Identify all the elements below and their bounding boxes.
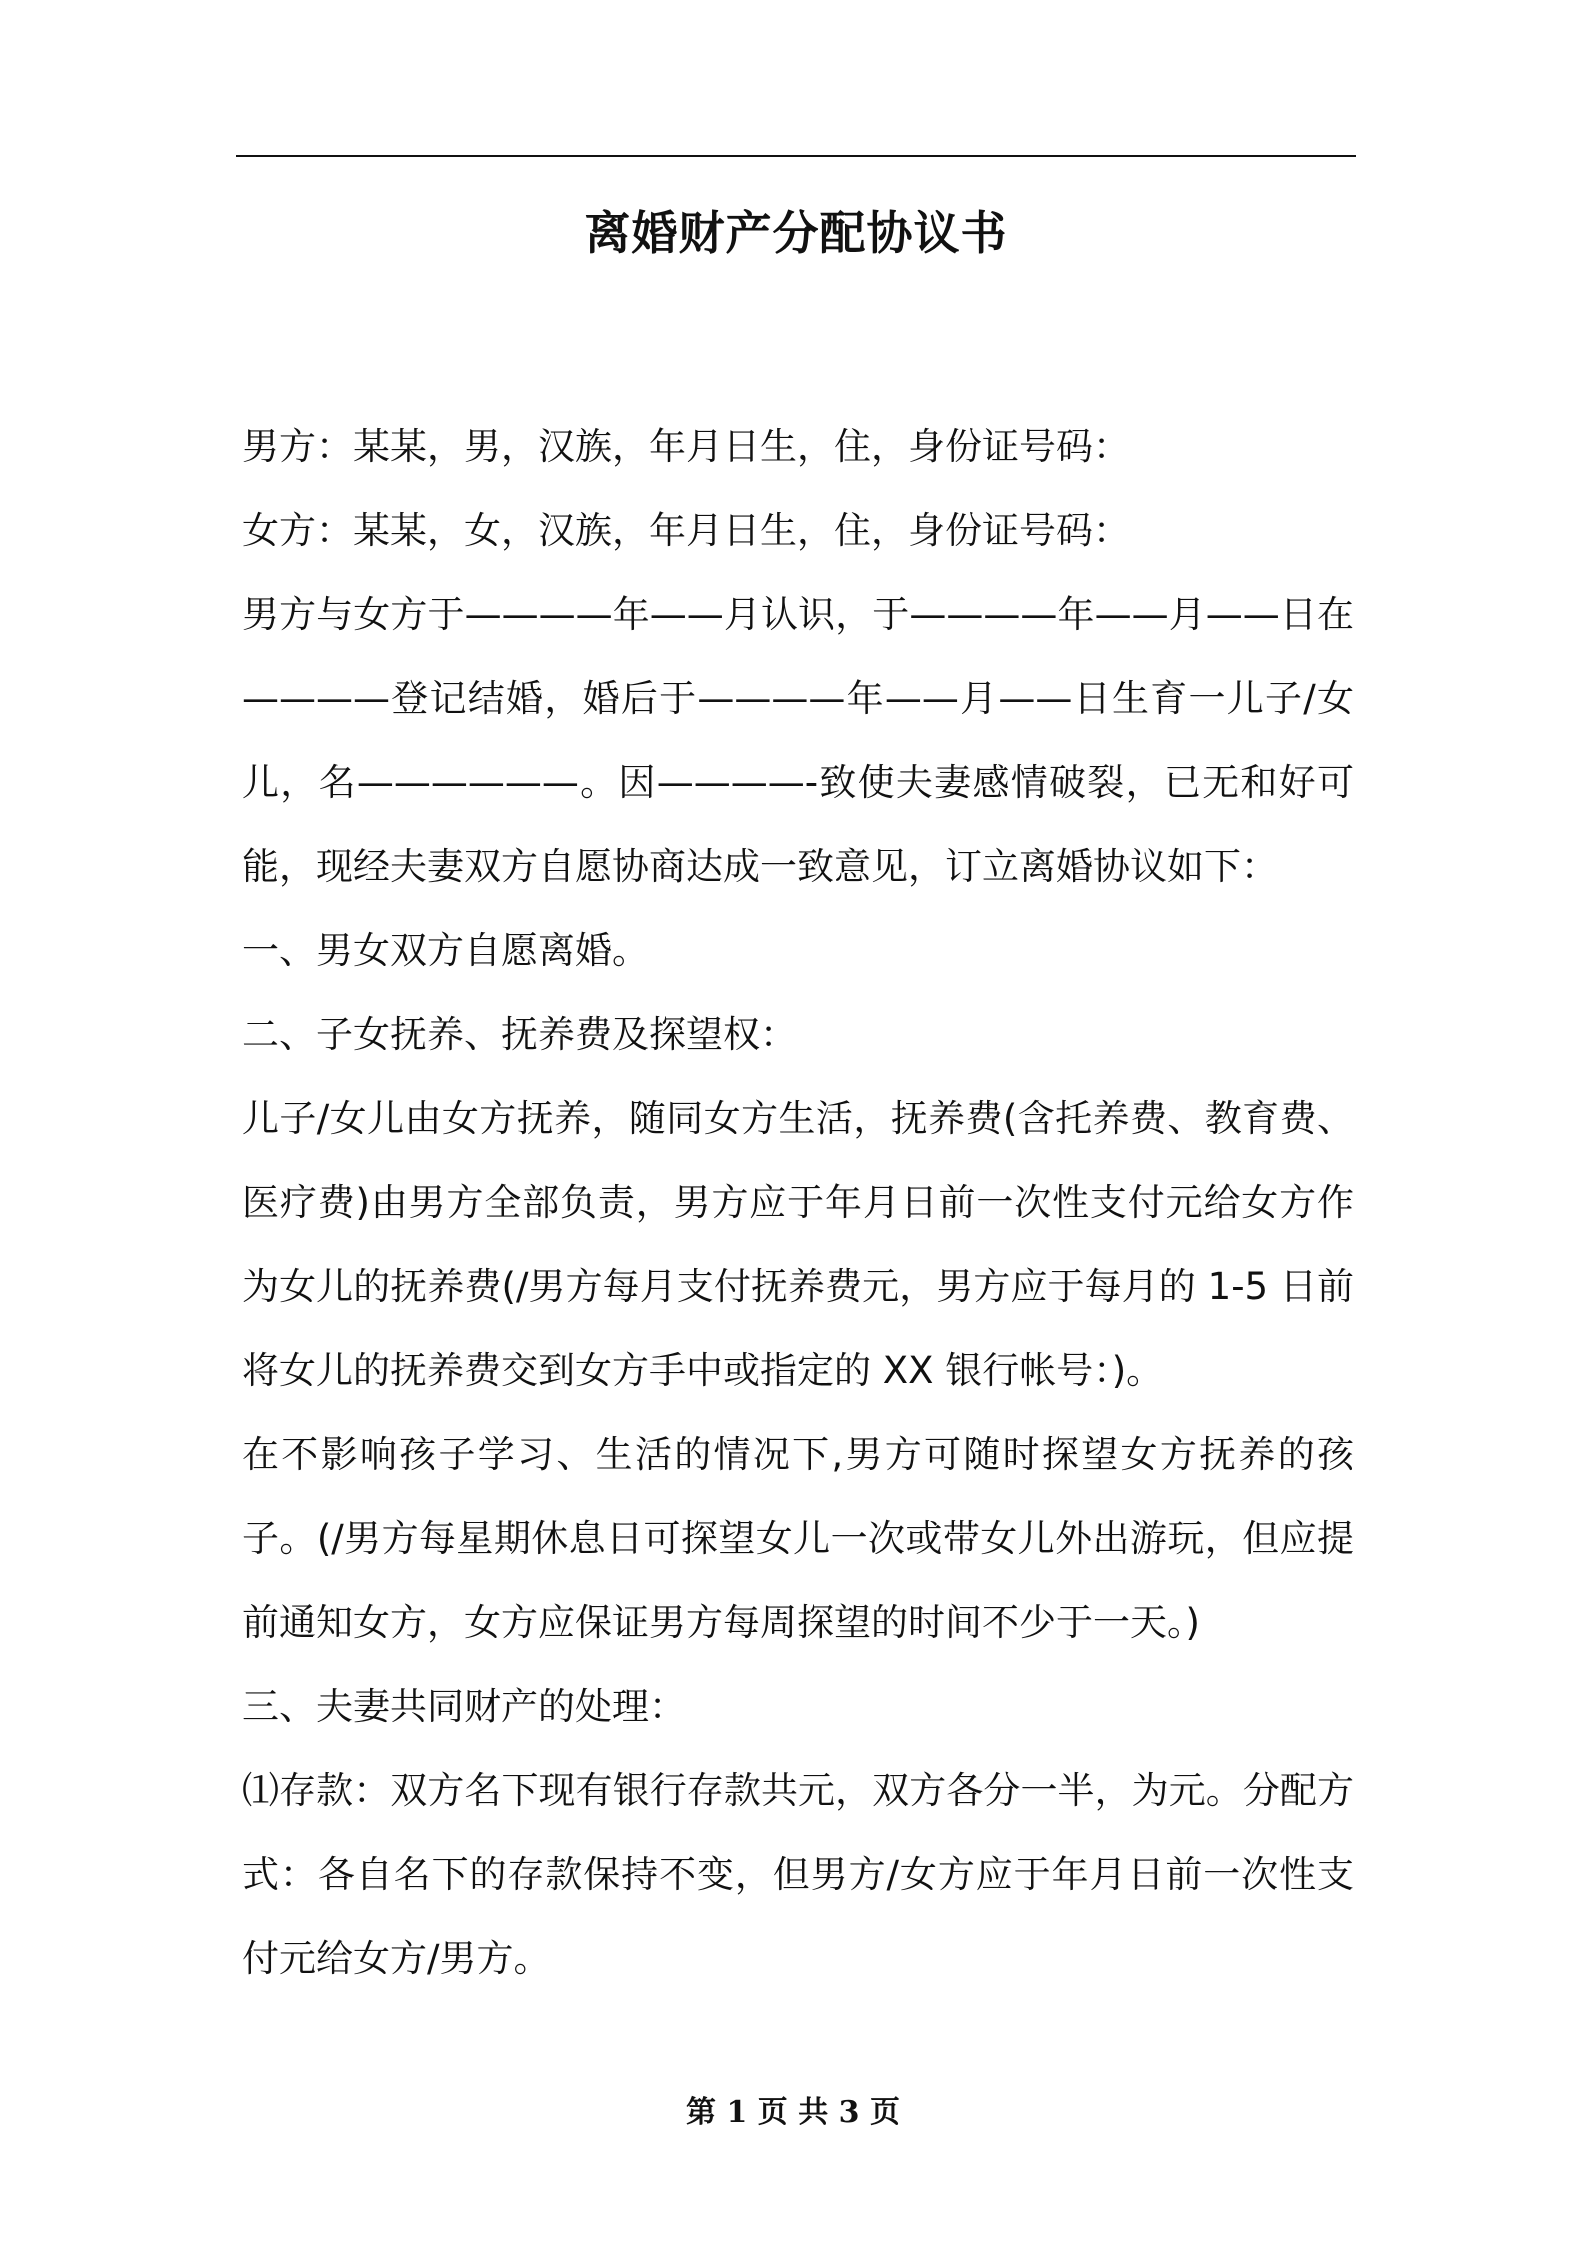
paragraph-background: 男方与女方于————年——月认识，于————年——月——日在————登记结婚，婚后于————年——月——日生育一儿子/女儿，名——————。因————-致使夫妻感情破裂，已无和好可能，现经夫妻双方自愿协商达成一致意见，订立离婚协议如下：	[242, 593, 1354, 888]
paragraph-visitation: 在不影响孩子学习、生活的情况下,男方可随时探望女方抚养的孩子。(/男方每星期休息日可探望女儿一次或带女儿外出游玩，但应提前通知女方，女方应保证男方每周探望的时间不少于一天。)	[242, 1433, 1354, 1644]
clause-1: 一、男女双方自愿离婚。	[242, 929, 649, 972]
header-rule	[236, 155, 1356, 157]
paragraph-child-support: 儿子/女儿由女方抚养，随同女方生活，抚养费(含托养费、教育费、医疗费)由男方全部负责，男方应于年月日前一次性支付元给女方作为女儿的抚养费(/男方每月支付抚养费元，男方应于每月的 1-5 日前将女儿的抚养费交到女方手中或指定的 XX 银行帐号：)。	[242, 1097, 1354, 1392]
paragraph-female-party: 女方：某某，女，汉族，年月日生，住，身份证号码：	[242, 509, 1130, 552]
paragraph-male-party: 男方：某某，男，汉族，年月日生，住，身份证号码：	[242, 425, 1130, 468]
document-title: 离婚财产分配协议书	[584, 206, 1008, 260]
paragraph-deposits: ⑴存款：双方名下现有银行存款共元，双方各分一半，为元。分配方式：各自名下的存款保持不变，但男方/女方应于年月日前一次性支付元给女方/男方。	[242, 1769, 1354, 1980]
clause-2-heading: 二、子女抚养、抚养费及探望权：	[242, 1013, 797, 1056]
document-body	[242, 405, 1354, 2001]
clause-3-heading: 三、夫妻共同财产的处理：	[242, 1685, 686, 1728]
page-number-footer: 第 1 页 共 3 页	[686, 2095, 900, 2130]
